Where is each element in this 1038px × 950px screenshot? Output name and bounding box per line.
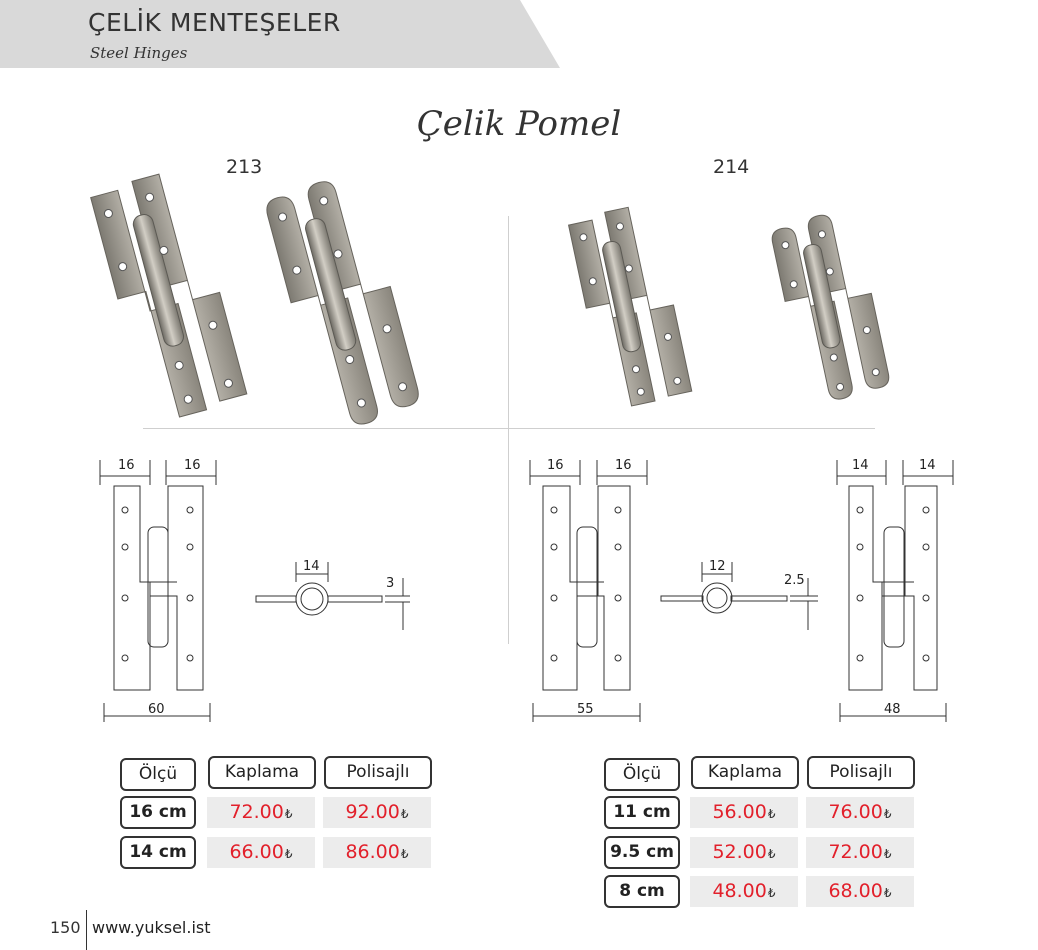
section-title: Çelik Pomel [416, 104, 622, 144]
table-213-row-1-kaplama: 66.00₺ [207, 837, 315, 868]
table-213-header-polisajli: Polisajlı [324, 756, 432, 789]
dim-214-thickness: 2.5 [784, 573, 805, 588]
table-214-row-2-polisajli: 68.00₺ [806, 876, 914, 907]
table-213-row-0-size: 16 cm [120, 796, 196, 829]
table-214-row-1-kaplama: 52.00₺ [690, 837, 798, 868]
table-214-header-kaplama: Kaplama [691, 756, 799, 789]
dim-214-pin: 12 [709, 559, 726, 574]
footer-separator [86, 910, 87, 950]
dim-213-thickness: 3 [386, 576, 395, 591]
hinge-photo-213-rounded [263, 172, 423, 435]
table-213-row-0-polisajli: 92.00₺ [323, 797, 431, 828]
table-214-row-1-size: 9.5 cm [604, 836, 680, 869]
table-213-row-1-polisajli: 86.00₺ [323, 837, 431, 868]
dim-213-width: 60 [148, 702, 165, 717]
tech-drawing-213-front [100, 460, 216, 722]
table-213-row-0-kaplama: 72.00₺ [207, 797, 315, 828]
dim-213-pin: 14 [303, 559, 320, 574]
table-214-row-2-kaplama: 48.00₺ [690, 876, 798, 907]
dim-214-leaf-c: 14 [852, 458, 869, 473]
hinge-photo-213-square [89, 167, 248, 425]
table-214-row-0-polisajli: 76.00₺ [806, 797, 914, 828]
dim-214-width: 55 [577, 702, 594, 717]
product-code-214: 214 [713, 156, 750, 178]
footer-website: www.yuksel.ist [92, 918, 211, 937]
hinge-photo-214-square [568, 202, 693, 411]
page-header-title: ÇELİK MENTEŞELER [88, 8, 341, 37]
table-213-header-olcu: Ölçü [120, 758, 196, 791]
page-number: 150 [50, 918, 81, 937]
table-214-header-olcu: Ölçü [604, 758, 680, 791]
table-213-header-kaplama: Kaplama [208, 756, 316, 789]
table-214-row-0-kaplama: 56.00₺ [690, 797, 798, 828]
tech-drawing-214-front [530, 460, 647, 722]
hinge-photo-214-rounded [769, 208, 891, 406]
page-header-subtitle: Steel Hinges [90, 44, 188, 62]
table-214-row-1-polisajli: 72.00₺ [806, 837, 914, 868]
dim-214-leaf-d: 14 [919, 458, 936, 473]
table-213-row-1-size: 14 cm [120, 836, 196, 869]
table-214-header-polisajli: Polisajlı [807, 756, 915, 789]
table-214-row-2-size: 8 cm [604, 875, 680, 908]
dim-213-leaf-a: 16 [118, 458, 135, 473]
dim-214-leaf-a: 16 [547, 458, 564, 473]
dim-214-leaf-b: 16 [615, 458, 632, 473]
tech-drawing-214-front-b [837, 460, 953, 722]
tech-drawing-213-side [256, 562, 410, 630]
dim-213-leaf-b: 16 [184, 458, 201, 473]
dim-214-width2: 48 [884, 702, 901, 717]
table-214-row-0-size: 11 cm [604, 796, 680, 829]
product-code-213: 213 [226, 156, 263, 178]
